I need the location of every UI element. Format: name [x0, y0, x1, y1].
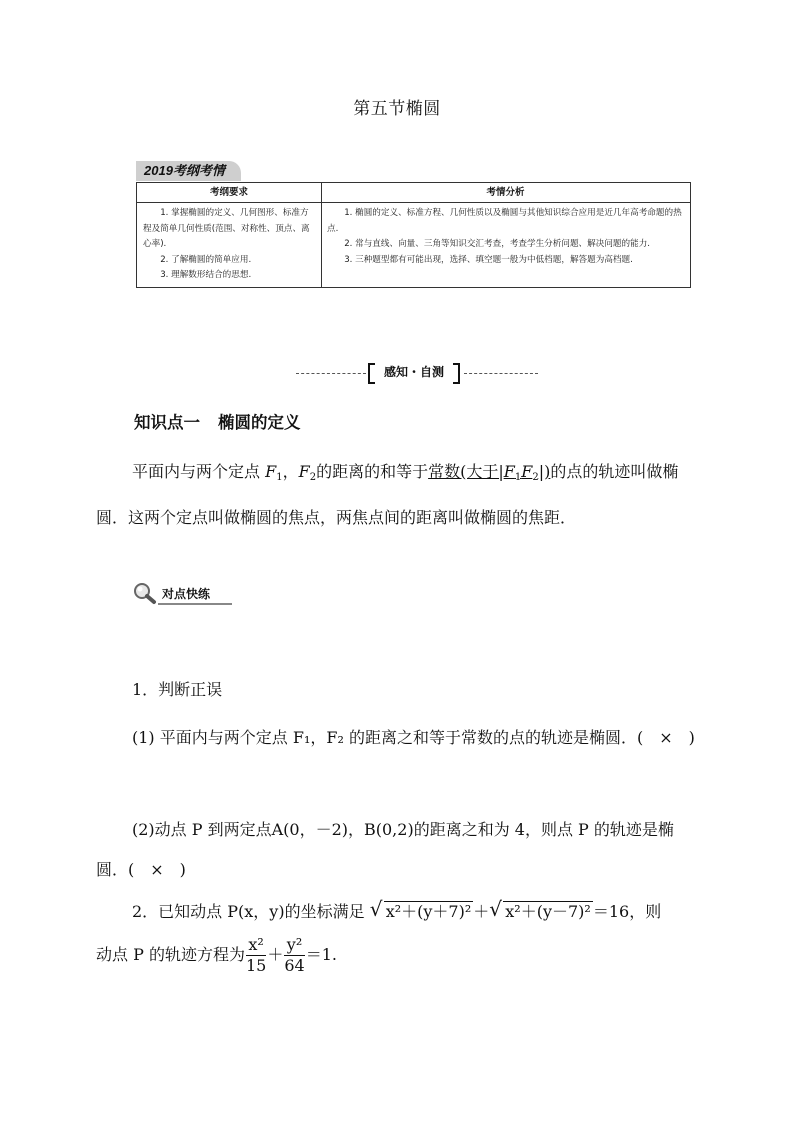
analysis-item: 2. 常与直线、向量、三角等知识交汇考查，考查学生分析问题、解决问题的能力. [344, 239, 651, 249]
col2-header: 考情分析 [321, 183, 690, 203]
sqrt-expression-1: √ x²＋(y＋7)² [372, 902, 474, 922]
fraction-x: $\frac{\text{x²}}{15}$ [245, 935, 267, 975]
question-2-line2: 动点 P 的轨迹方程为 $\frac{\text{x²}}{15}$ ＋ $\frac{\text{y²}}{64}$ ＝1. [96, 935, 337, 975]
requirement-item: 1. 掌握椭圆的定义、几何图形、标准方程及简单几何性质(范围、对称性、顶点、离心率). [143, 208, 310, 249]
divider-dash-right [464, 373, 538, 374]
question-2-line1: 2．已知动点 P(x，y)的坐标满足 √ x²＋(y＋7)² ＋√ x²＋(y－7)² ＝16，则 [132, 902, 661, 922]
question-1: 1．判断正误 [132, 680, 223, 699]
analysis-cell [327, 206, 685, 268]
fraction-y: $\frac{\text{y²}}{64}$ [284, 935, 305, 975]
practice-badge [132, 581, 232, 605]
magnifier-icon [132, 581, 158, 605]
question-1b: (2)动点 P 到两定点A(0，－2)，B(0,2)的距离之和为 4，则点 P 的轨迹是椭圆．( × ) [96, 820, 674, 879]
requirement-item: 3. 理解数形结合的思想. [160, 270, 252, 280]
requirement-item: 2. 了解椭圆的简单应用. [160, 254, 252, 265]
analysis-item: 1. 椭圆的定义、标准方程、几何性质以及椭圆与其他知识综合应用是近几年高考命题的热点. [327, 208, 682, 234]
question-1a: (1) 平面内与两个定点 F₁，F₂ 的距离之和等于常数的点的轨迹是椭圆．( × ) [132, 728, 695, 747]
heading-number: 知识点一 [134, 413, 200, 432]
divider-dash-left [296, 373, 366, 374]
outline-label: 2019考纲考情 [136, 161, 241, 181]
page-title: 第五节椭圆 [353, 99, 441, 119]
underlined-constant: 常数(大于$|F_1F_2|$) [428, 462, 551, 483]
knowledge-heading [134, 409, 301, 433]
analysis-item: 3. 三种题型都有可能出现，选择、填空题一般为中低档题，解答题为高档题. [344, 254, 633, 265]
heading-title: 椭圆的定义 [218, 413, 301, 432]
practice-underline [158, 603, 232, 605]
section-divider [296, 362, 538, 384]
definition-paragraph: 平面内与两个定点 $F_1$，$F_2$的距离的和等于常数(大于$|F_1F_2|$)的点的轨迹叫做椭圆．这两个定点叫做椭圆的焦点，两焦点间的距离叫做椭圆的焦距． [96, 462, 679, 527]
col1-header: 考纲要求 [137, 183, 321, 203]
practice-label: 对点快练 [162, 587, 211, 601]
requirements-cell [143, 206, 317, 284]
outline-table [136, 182, 691, 288]
column-divider [321, 183, 322, 287]
section-label: 感知・自测 [368, 362, 460, 382]
sqrt-expression-2: √ x²＋(y－7)² [491, 902, 593, 922]
